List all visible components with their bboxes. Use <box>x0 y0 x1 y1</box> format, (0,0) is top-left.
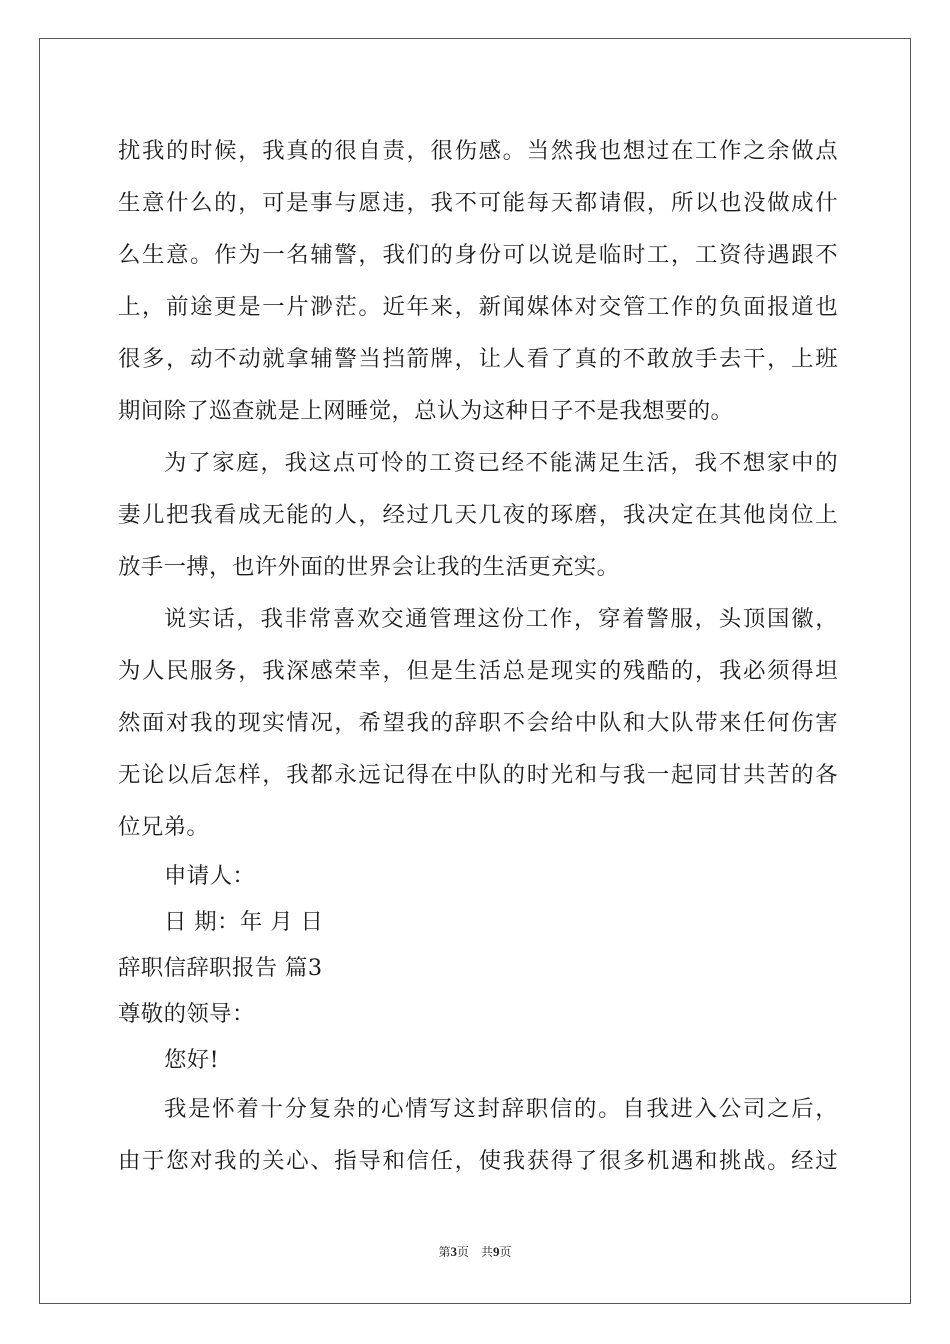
page-total: 9 <box>493 1244 500 1259</box>
text-line: 么生意。作为一名辅警，我们的身份可以说是临时工，工资待遇跟不 <box>118 242 838 268</box>
text-line: 妻儿把我看成无能的人，经过几天几夜的琢磨，我决定在其他岗位上 <box>118 502 838 528</box>
applicant-label: 申请人： <box>164 863 256 889</box>
date-label: 日 期：年 月 日 <box>164 909 324 935</box>
greeting: 您好! <box>164 1047 219 1073</box>
page-current: 3 <box>450 1244 457 1259</box>
text-line: 由于您对我的关心、指导和信任，使我获得了很多机遇和挑战。经过 <box>118 1148 838 1174</box>
text-line: 然面对我的现实情况，希望我的辞职不会给中队和大队带来任何伤害 <box>118 710 838 736</box>
paragraph-start: 为了家庭，我这点可怜的工资已经不能满足生活，我不想家中的 <box>164 450 838 476</box>
text-line: 期间除了巡查就是上网睡觉，总认为这种日子不是我想要的。 <box>118 398 734 424</box>
page-number-footer <box>0 1243 950 1260</box>
text-line: 生意什么的，可是事与愿违，我不可能每天都请假，所以也没做成什 <box>118 190 838 216</box>
section-heading: 辞职信辞职报告 篇3 <box>118 955 323 981</box>
document-body <box>118 125 838 1187</box>
page-mid: 页 共 <box>456 1245 493 1259</box>
page-suffix: 页 <box>499 1245 512 1259</box>
text-line: 放手一搏，也许外面的世界会让我的生活更充实。 <box>118 554 620 580</box>
paragraph-start: 我是怀着十分复杂的心情写这封辞职信的。自我进入公司之后， <box>164 1096 838 1122</box>
text-line: 为人民服务，我深感荣幸，但是生活总是现实的残酷的，我必须得坦 <box>118 658 838 684</box>
page-prefix: 第 <box>438 1245 451 1259</box>
text-line: 扰我的时候，我真的很自责，很伤感。当然我也想过在工作之余做点 <box>118 138 838 164</box>
paragraph-start: 说实话，我非常喜欢交通管理这份工作，穿着警服，头顶国徽， <box>164 606 838 632</box>
salutation: 尊敬的领导： <box>118 1001 255 1027</box>
text-line: 很多，动不动就拿辅警当挡箭牌，让人看了真的不敢放手去干，上班 <box>118 346 838 372</box>
text-line: 无论以后怎样，我都永远记得在中队的时光和与我一起同甘共苦的各 <box>118 762 838 788</box>
text-line: 位兄弟。 <box>118 814 210 840</box>
text-line: 上，前途更是一片渺茫。近年来，新闻媒体对交管工作的负面报道也 <box>118 294 838 320</box>
